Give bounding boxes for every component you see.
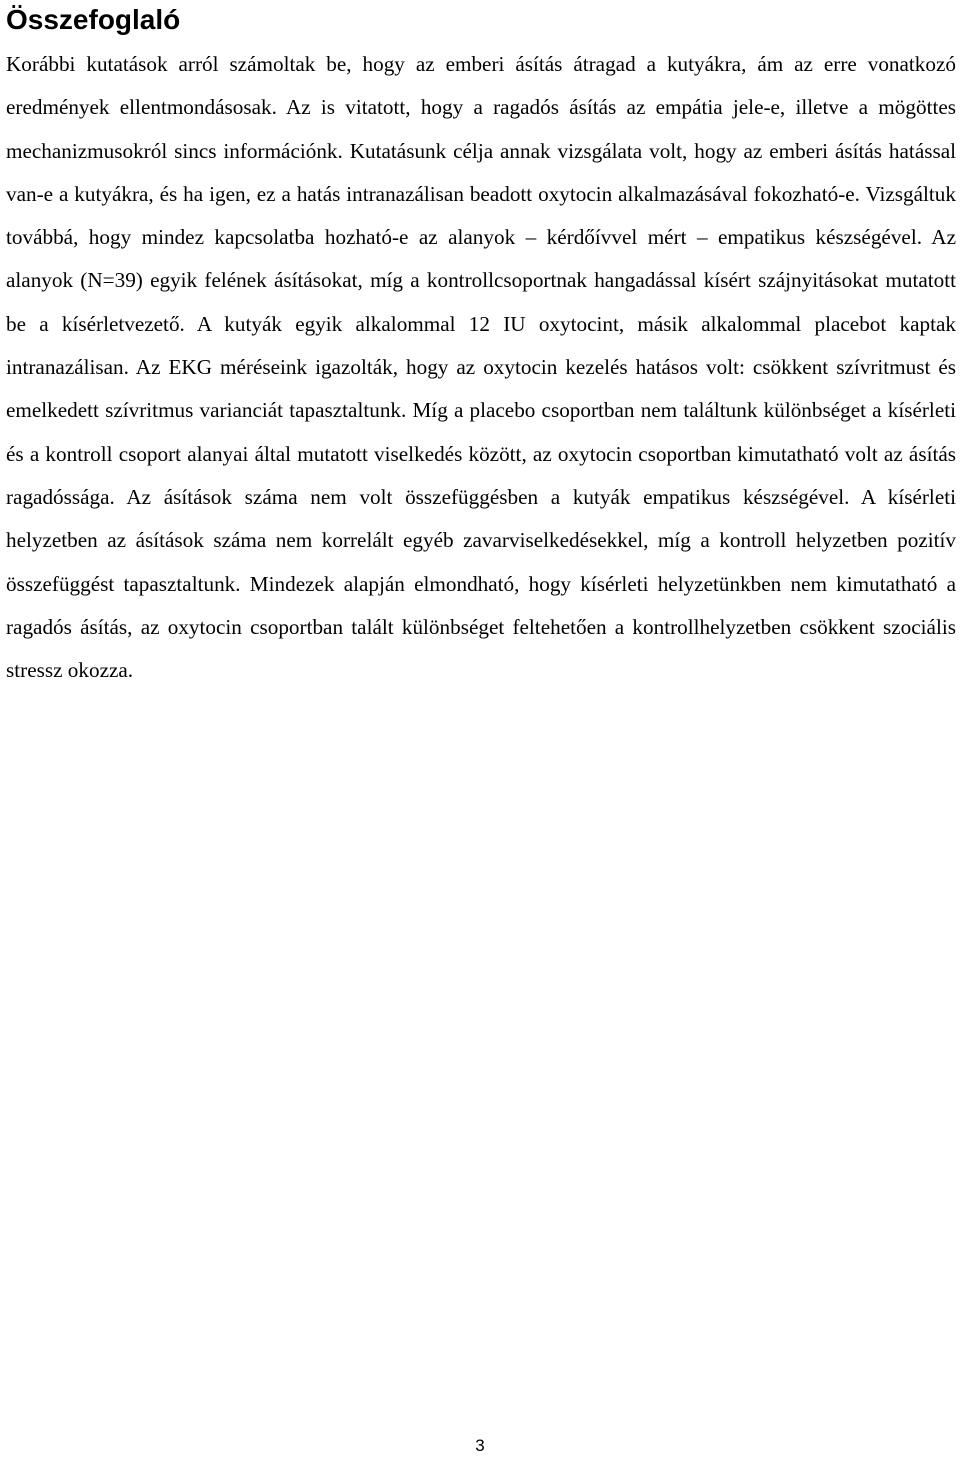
abstract-paragraph: Korábbi kutatások arról számoltak be, hogy az emberi ásítás átragad a kutyákra, ám az erre vonatkozó eredmények ellentmondásosak. Az is vitatott, hogy a ragadós ásítás az empátia jele-e, illetve a mögöttes mechanizmusokról sincs információnk. Kutatásunk célja annak vizsgálata volt, hogy az emberi ásítás hatással van-e a kutyákra, és ha igen, ez a hatás intranazálisan beadott oxytocin alkalmazásával fokozható-e. Vizsgáltuk továbbá, hogy mindez kapcsolatba hozható-e az alanyok – kérdőívvel mért – empatikus készségével. Az alanyok (N=39) egyik felének ásításokat, míg a kontrollcsoportnak hangadással kísért szájnyitásokat mutatott be a kísérletvezető. A kutyák egyik alkalommal 12 IU oxytocint, másik alkalommal placebot kaptak intranazálisan. Az EKG méréseink igazolták, hogy az oxytocin kezelés hatásos volt: csökkent szívritmust és emelkedett szívritmus varianciát tapasztaltunk. Míg a placebo csoportban nem találtunk különbséget a kísérleti és a kontroll csoport alanyai által mutatott viselkedés között, az oxytocin csoportban kimutatható volt az ásítás ragadóssága. Az ásítások száma nem volt összefüggésben a kutyák empatikus készségével. A kísérleti helyzetben az ásítások száma nem korrelált egyéb zavarviselkedésekkel, míg a kontroll helyzetben pozitív összefüggést tapasztaltunk. Mindezek alapján elmondható, hogy kísérleti helyzetünkben nem kimutatható a ragadós ásítás, az oxytocin csoportban talált különbséget feltehetően a kontrollhelyzetben csökkent szociális stressz okozza.	[6, 52, 956, 683]
section-heading: Összefoglaló	[6, 4, 181, 35]
page-number: 3	[475, 1436, 485, 1455]
